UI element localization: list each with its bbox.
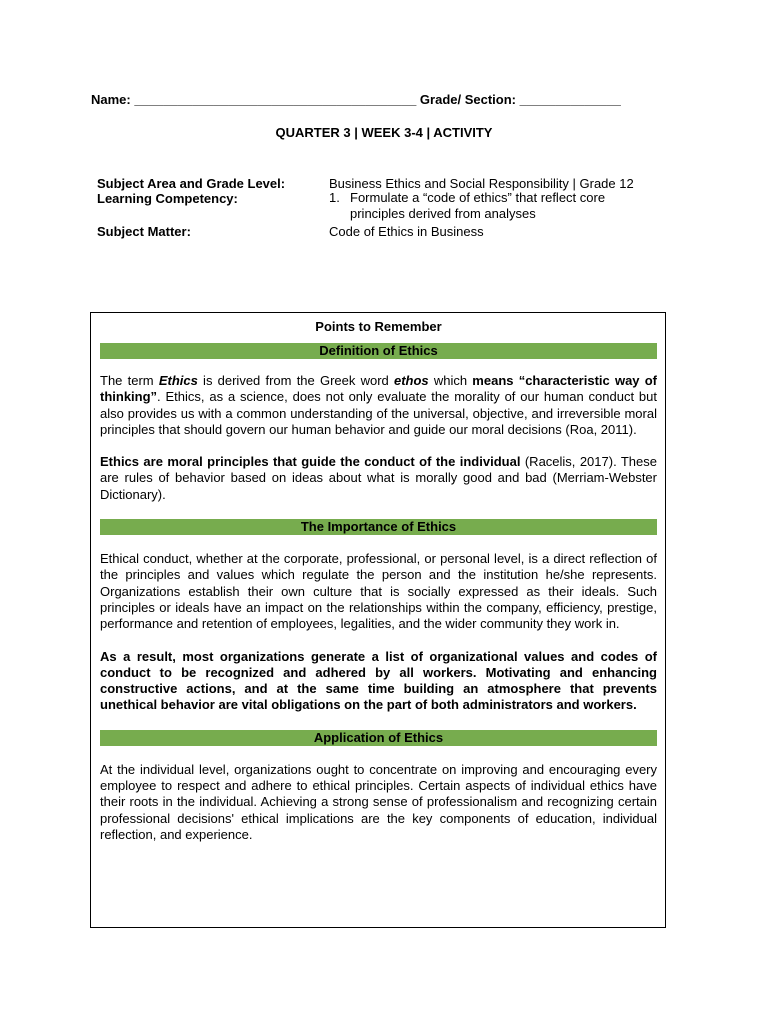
subject-area-label: Subject Area and Grade Level: <box>97 176 286 191</box>
ethos-term: ethos <box>393 373 429 388</box>
subject-matter-value: Code of Ethics in Business <box>329 224 484 239</box>
importance-paragraph-1: Ethical conduct, whether at the corporate, professional, or personal level, is a direct reflection of the principles and values which regulate the person and the institution he/she represents. Organizations establish their own culture that is socially expressed as their ideals. Such principles or ideals have an impact on the relationships within the company, efficiency, prestige, performance and retention of employees, legalities, and the wider community they work in. <box>100 551 657 632</box>
page-title: QUARTER 3 | WEEK 3-4 | ACTIVITY <box>275 125 493 140</box>
definition-p1-text-2: is derived from the Greek word <box>197 373 394 388</box>
competency-number: 1. <box>329 190 340 205</box>
definition-p2-bold: Ethics are moral principles that guide the conduct of the individual <box>100 454 521 470</box>
section-heading-importance: The Importance of Ethics <box>100 519 657 535</box>
learning-competency-value <box>329 190 629 222</box>
section-heading-definition: Definition of Ethics <box>100 343 657 359</box>
application-paragraph-1: At the individual level, organizations ought to concentrate on improving and encouraging every employee to respect and adhere to ethical principles. Certain aspects of individual ethics have their roots in the individual. Achieving a strong sense of professionalism and recognizing certain professional decisions' ethical implications are the key components of education, individual reflection, and experience. <box>100 761 657 842</box>
importance-paragraph-2: As a result, most organizations generate a list of organizational values and codes of conduct to be recognized and adhered by all workers. Motivating and enhancing constructive actions, and at the same time building an atmosphere that prevents unethical behavior are vital obligations on the part of both administrators and workers. <box>100 648 657 713</box>
subject-matter-label: Subject Matter: <box>97 224 191 239</box>
subject-area-value: Business Ethics and Social Responsibility | Grade 12 <box>329 176 634 191</box>
points-to-remember-title: Points to Remember <box>315 319 442 334</box>
definition-paragraph-1 <box>100 373 657 438</box>
points-to-remember-box <box>90 312 666 928</box>
definition-p1-text-3: which <box>428 373 473 388</box>
definition-paragraph-2 <box>100 454 657 503</box>
definition-p2-text: (Racelis, 2017). These are rules of behavior based on ideas about what is morally good and bad (Merriam-Webster Dictionary). <box>100 454 657 502</box>
name-grade-section-line: Name: _______________________________________ Grade/ Section: ______________ <box>91 92 621 107</box>
ethics-term: Ethics <box>158 373 198 388</box>
ethics-meaning: means “characteristic way of thinking” <box>100 373 657 405</box>
section-heading-application: Application of Ethics <box>100 730 657 746</box>
learning-competency-label: Learning Competency: <box>97 191 238 206</box>
definition-p1-text-1: The term <box>100 373 159 388</box>
competency-line-1: Formulate a “code of ethics” that reflect core <box>350 190 606 205</box>
definition-p1-text-4: . Ethics, as a science, does not only evaluate the morality of our human conduct but also provides us with a common understanding of the universal, objective, and irreversible moral principles that should govern our human behavior and guide our moral decisions (Roa, 2011). <box>100 389 657 437</box>
competency-line-2: principles derived from analyses <box>350 206 536 221</box>
